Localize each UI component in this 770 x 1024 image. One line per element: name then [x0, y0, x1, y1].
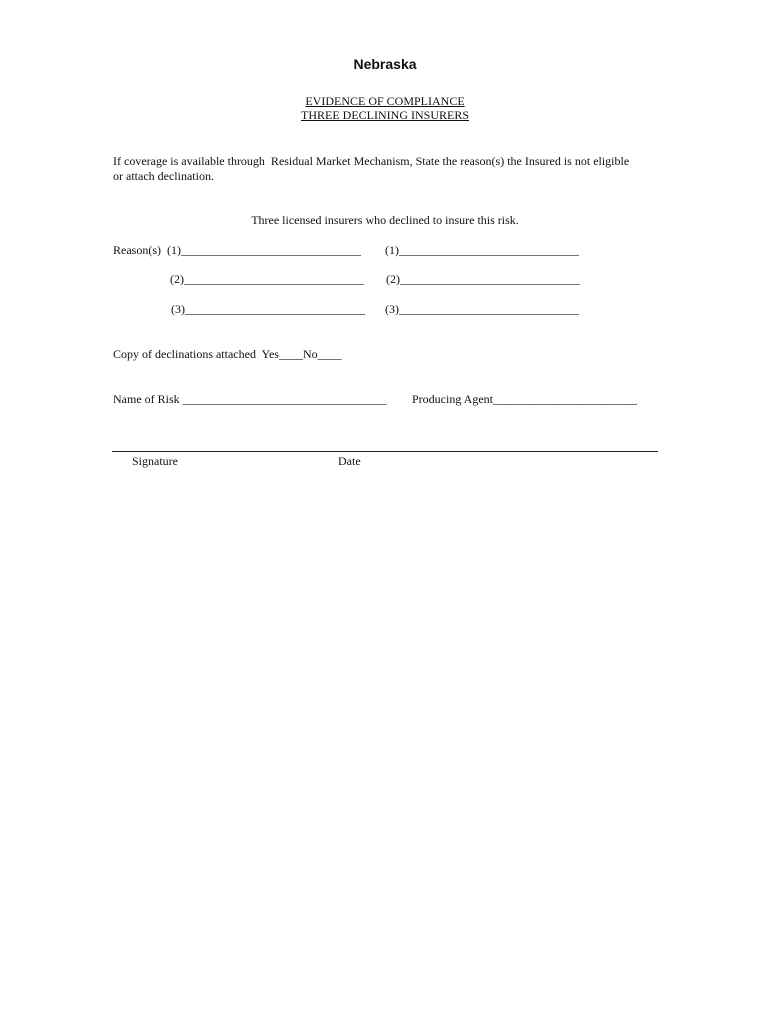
- intro-line1: If coverage is available through Residual Market Mechanism, State the reason(s) the Insured is not eligible: [113, 154, 630, 168]
- form-title-line2: THREE DECLINING INSURERS: [301, 108, 469, 122]
- reason-3-left-field[interactable]: (3)______________________________: [171, 302, 365, 316]
- signature-label: Signature: [132, 454, 178, 468]
- state-title: Nebraska: [353, 56, 417, 72]
- date-label: Date: [338, 454, 361, 468]
- reason-1-left-field[interactable]: Reason(s) (1)______________________________: [113, 243, 361, 257]
- reason-2-left-field[interactable]: (2)______________________________: [170, 272, 364, 286]
- form-title-line1: EVIDENCE OF COMPLIANCE: [305, 94, 465, 108]
- reason-2-right-field[interactable]: (2)______________________________: [386, 272, 580, 286]
- intro-line2: or attach declination.: [113, 169, 214, 183]
- name-of-risk-field[interactable]: Name of Risk __________________________________: [113, 392, 387, 406]
- producing-agent-field[interactable]: Producing Agent________________________: [412, 392, 637, 406]
- declinations-attached-field[interactable]: Copy of declinations attached Yes____No____: [113, 347, 342, 361]
- signature-line[interactable]: [112, 451, 658, 452]
- insurers-caption: Three licensed insurers who declined to insure this risk.: [251, 213, 519, 227]
- reason-3-right-field[interactable]: (3)______________________________: [385, 302, 579, 316]
- reason-1-right-field[interactable]: (1)______________________________: [385, 243, 579, 257]
